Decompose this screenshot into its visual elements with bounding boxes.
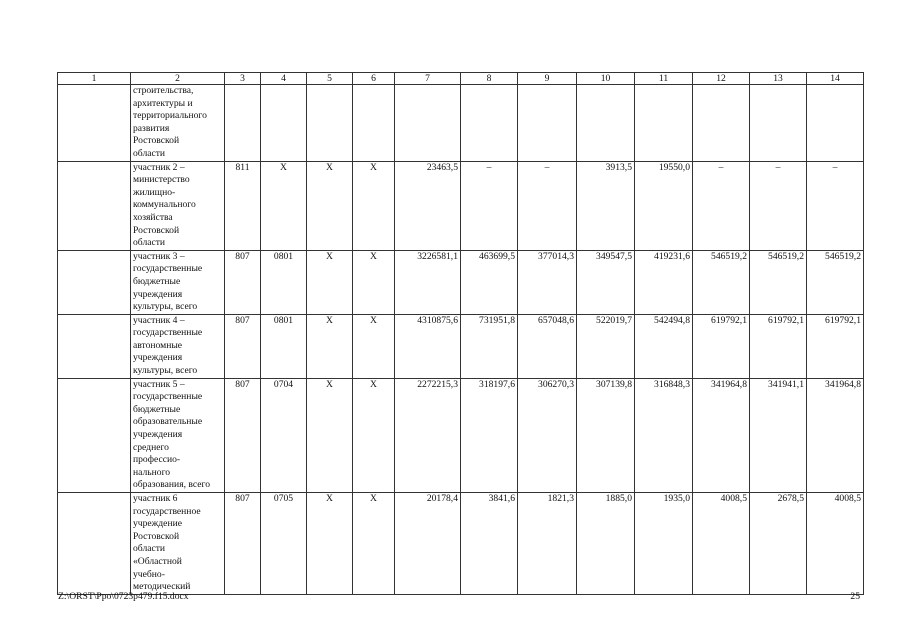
table-cell: 4008,5 <box>693 493 750 595</box>
column-number: 6 <box>353 73 395 85</box>
table-cell: Х <box>353 314 395 378</box>
table-cell: – <box>693 161 750 250</box>
participant-cell: участник 6 государственное учреждение Ростовской области «Областной учебно- методический <box>131 493 225 595</box>
budget-table <box>57 72 864 595</box>
table-cell: 522019,7 <box>577 314 635 378</box>
participant-cell: участник 3 – государственные бюджетные учреждения культуры, всего <box>131 250 225 314</box>
page-number: 25 <box>850 591 860 602</box>
table-row <box>58 314 864 378</box>
table-row <box>58 85 864 162</box>
table-cell: 546519,2 <box>807 250 864 314</box>
table-row <box>58 493 864 595</box>
table-cell: 619792,1 <box>750 314 807 378</box>
table-cell-empty <box>58 250 131 314</box>
table-cell: 341964,8 <box>693 378 750 492</box>
participant-cell: участник 4 – государственные автономные учреждения культуры, всего <box>131 314 225 378</box>
table-cell: Х <box>353 493 395 595</box>
table-cell: 316848,3 <box>635 378 693 492</box>
table-cell: 542494,8 <box>635 314 693 378</box>
column-number: 1 <box>58 73 131 85</box>
table-cell: 23463,5 <box>395 161 461 250</box>
table-cell: 3841,6 <box>461 493 518 595</box>
table-cell: 419231,6 <box>635 250 693 314</box>
table-cell: 1885,0 <box>577 493 635 595</box>
column-number: 7 <box>395 73 461 85</box>
table-cell: 19550,0 <box>635 161 693 250</box>
table-cell: – <box>518 161 577 250</box>
table-cell: 349547,5 <box>577 250 635 314</box>
table-cell-empty <box>58 378 131 492</box>
table-row <box>58 161 864 250</box>
table-cell: Х <box>307 161 353 250</box>
table-cell: Х <box>261 161 307 250</box>
table-cell: 463699,5 <box>461 250 518 314</box>
column-number: 5 <box>307 73 353 85</box>
table-cell: 0705 <box>261 493 307 595</box>
table-cell: 657048,6 <box>518 314 577 378</box>
table-cell <box>307 85 353 162</box>
participant-cell: участник 5 – государственные бюджетные образовательные учреждения среднего профессио- нального образования, всего <box>131 378 225 492</box>
table-row <box>58 378 864 492</box>
table-cell: 318197,6 <box>461 378 518 492</box>
table-cell <box>261 85 307 162</box>
table-cell <box>577 85 635 162</box>
table-cell <box>635 85 693 162</box>
table-cell: 546519,2 <box>750 250 807 314</box>
table-cell: Х <box>307 378 353 492</box>
table-cell: 4310875,6 <box>395 314 461 378</box>
table-cell: 341941,1 <box>750 378 807 492</box>
column-number: 2 <box>131 73 225 85</box>
participant-cell: строительства, архитектуры и территориального развития Ростовской области <box>131 85 225 162</box>
table-cell: – <box>807 161 864 250</box>
table-cell: Х <box>353 161 395 250</box>
table-cell: 3226581,1 <box>395 250 461 314</box>
table-cell: 1935,0 <box>635 493 693 595</box>
table-cell: 731951,8 <box>461 314 518 378</box>
column-number: 10 <box>577 73 635 85</box>
column-number: 11 <box>635 73 693 85</box>
table-cell: 3913,5 <box>577 161 635 250</box>
table-cell: 807 <box>225 314 261 378</box>
table-cell: 619792,1 <box>693 314 750 378</box>
column-number: 9 <box>518 73 577 85</box>
table-cell: 546519,2 <box>693 250 750 314</box>
table-cell-empty <box>58 493 131 595</box>
column-number: 4 <box>261 73 307 85</box>
table-cell: 811 <box>225 161 261 250</box>
table-cell: 807 <box>225 250 261 314</box>
column-number: 12 <box>693 73 750 85</box>
table-cell: 619792,1 <box>807 314 864 378</box>
table-cell-empty <box>58 161 131 250</box>
column-number: 8 <box>461 73 518 85</box>
table-cell <box>461 85 518 162</box>
table-cell: Х <box>307 493 353 595</box>
table-cell: – <box>750 161 807 250</box>
table-cell: Х <box>307 250 353 314</box>
table-cell <box>225 85 261 162</box>
table-cell <box>750 85 807 162</box>
table-cell: Х <box>353 378 395 492</box>
table-row <box>58 250 864 314</box>
table-cell: Х <box>353 250 395 314</box>
table-cell: 0801 <box>261 250 307 314</box>
table-cell: 377014,3 <box>518 250 577 314</box>
table-cell <box>395 85 461 162</box>
column-number: 13 <box>750 73 807 85</box>
table-cell <box>807 85 864 162</box>
table-cell: 2678,5 <box>750 493 807 595</box>
table-cell: 1821,3 <box>518 493 577 595</box>
participant-cell: участник 2 – министерство жилищно- коммунального хозяйства Ростовской области <box>131 161 225 250</box>
column-number-row <box>58 73 864 85</box>
table-cell-empty <box>58 85 131 162</box>
table-cell: 0801 <box>261 314 307 378</box>
table-cell <box>353 85 395 162</box>
table-cell: 4008,5 <box>807 493 864 595</box>
column-number: 3 <box>225 73 261 85</box>
table-cell: – <box>461 161 518 250</box>
table-cell: 0704 <box>261 378 307 492</box>
table-cell: Х <box>307 314 353 378</box>
table-cell: 306270,3 <box>518 378 577 492</box>
table-cell: 341964,8 <box>807 378 864 492</box>
footer-file-path: Z:\ORST\Ppo\0723p479.f15.docx <box>58 591 189 602</box>
table-cell-empty <box>58 314 131 378</box>
table-cell <box>518 85 577 162</box>
table-cell <box>693 85 750 162</box>
table-cell: 807 <box>225 378 261 492</box>
column-number: 14 <box>807 73 864 85</box>
table-cell: 807 <box>225 493 261 595</box>
table-cell: 307139,8 <box>577 378 635 492</box>
table-cell: 20178,4 <box>395 493 461 595</box>
table-cell: 2272215,3 <box>395 378 461 492</box>
